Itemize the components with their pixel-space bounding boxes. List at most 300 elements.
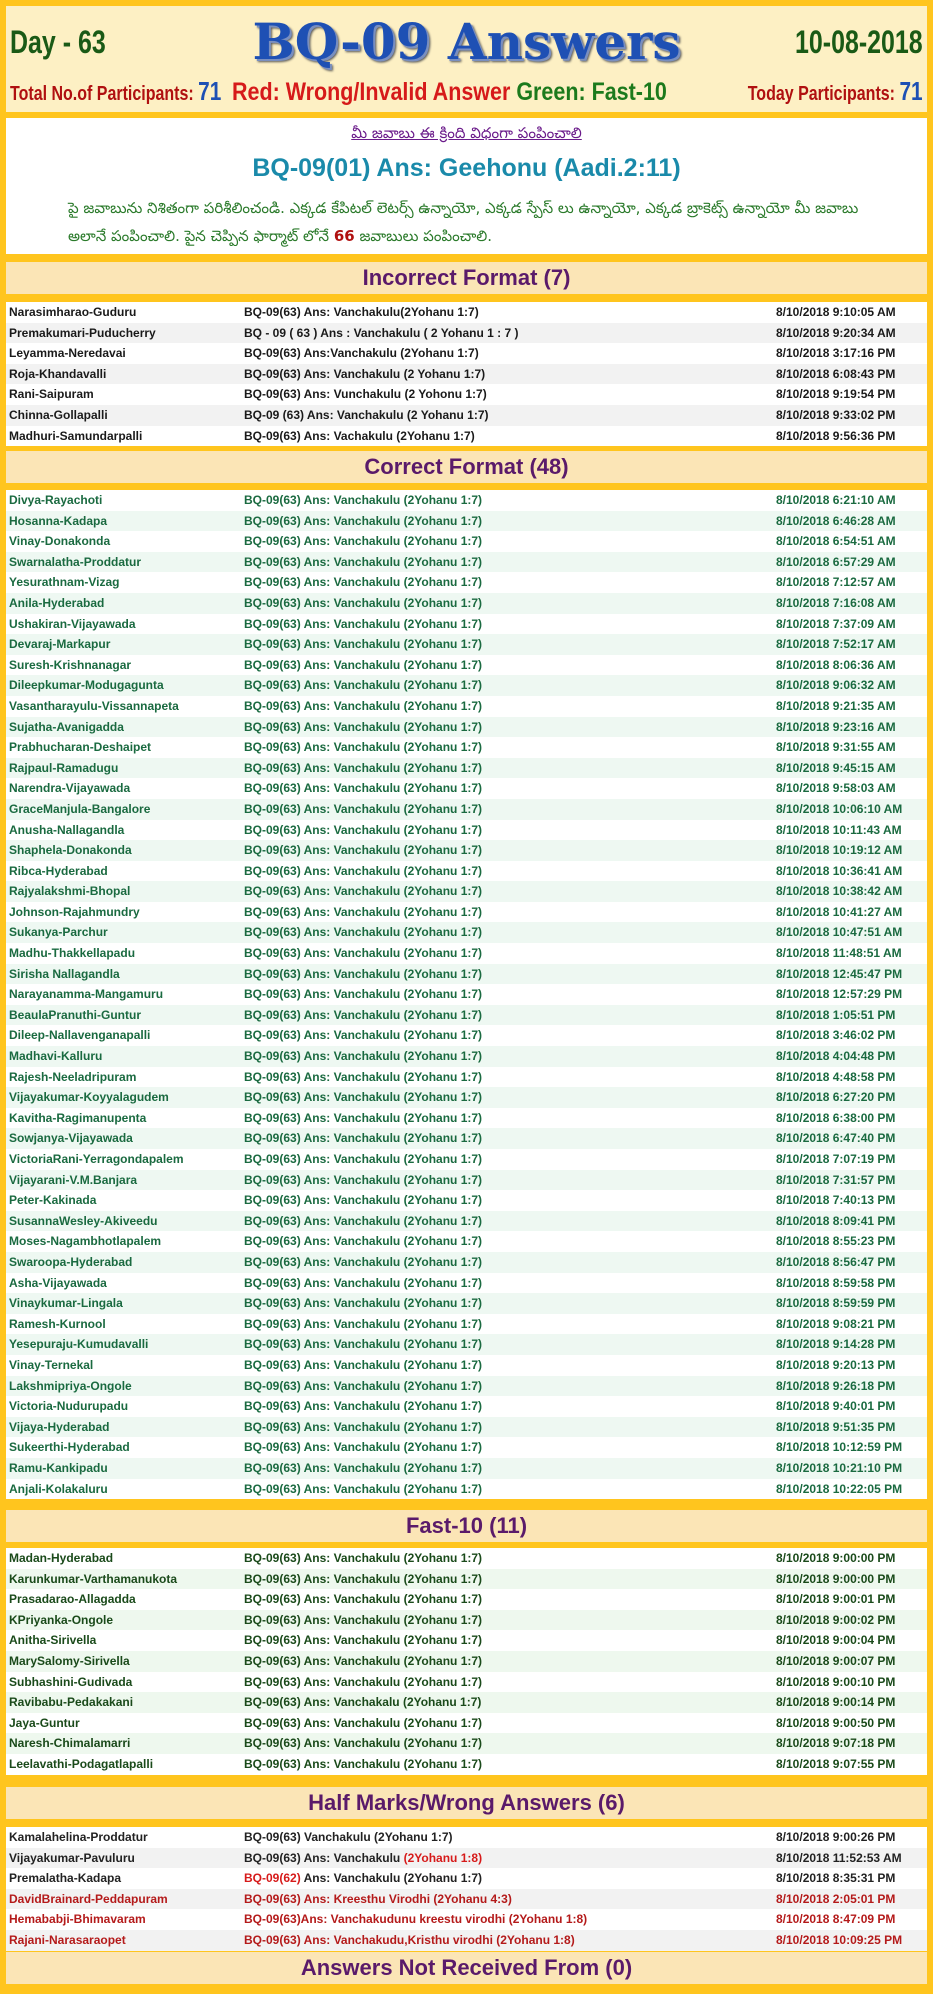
table-row: [6, 902, 927, 923]
participant-answer: BQ-09(63) Ans: Vanchakulu (2Yohanu 1:7): [244, 925, 483, 940]
submission-time: 8/10/2018 9:08:21 PM: [776, 1316, 896, 1331]
participant-answer: BQ-09(63) Ans: Vanchakulu (2Yohanu 1:7): [244, 1028, 483, 1043]
table-row: [6, 384, 927, 405]
submission-time: 8/10/2018 2:05:01 PM: [776, 1891, 896, 1906]
submission-time: 8/10/2018 11:48:51 AM: [776, 946, 902, 961]
submission-time: 8/10/2018 10:12:59 PM: [776, 1440, 903, 1455]
participant-answer: BQ-09(63) Ans: Vanchakulu (2Yohanu 1:7): [244, 534, 483, 549]
submission-time: 8/10/2018 8:59:59 PM: [776, 1296, 896, 1311]
table-row: [6, 820, 927, 841]
instructions-panel: [6, 118, 927, 254]
submission-time: 8/10/2018 8:09:41 PM: [776, 1213, 896, 1228]
participant-name: Vinay-Ternekal: [9, 1357, 94, 1372]
submission-time: 8/10/2018 11:52:53 AM: [776, 1850, 902, 1865]
submission-time: 8/10/2018 6:54:51 AM: [776, 534, 896, 549]
answer-part: BQ-09(62): [244, 1871, 301, 1886]
correct-format-heading: Correct Format (48): [6, 451, 927, 483]
participant-name: Devaraj-Markapur: [9, 637, 111, 652]
table-row: [6, 1754, 927, 1775]
table-row: [6, 1355, 927, 1376]
answer-part: (2Yohanu 1:8): [403, 1850, 483, 1865]
submission-time: 8/10/2018 1:05:51 PM: [776, 1007, 896, 1022]
submission-time: 8/10/2018 8:59:58 PM: [776, 1275, 896, 1290]
participant-name: Narasimharao-Guduru: [9, 305, 137, 319]
participant-name: Moses-Nagambhotlapalem: [9, 1234, 162, 1249]
participant-name: Dileep-Nallavenganapalli: [9, 1028, 151, 1043]
table-row: [6, 1548, 927, 1569]
submission-time: 8/10/2018 9:40:01 PM: [776, 1399, 896, 1414]
table-row: [6, 1396, 927, 1417]
submission-time: 8/10/2018 9:00:00 PM: [776, 1571, 896, 1586]
table-row: [6, 1067, 927, 1088]
submission-time: 8/10/2018 9:21:35 AM: [776, 698, 896, 713]
submission-time: 8/10/2018 9:20:34 AM: [776, 325, 896, 340]
table-row: [6, 572, 927, 593]
participant-answer: BQ-09(63) Ans: Vanchakulu (2Yohanu 1:7): [244, 884, 483, 899]
incorrect-format-list: [6, 302, 927, 446]
participant-answer: BQ-09(63) Ans: Vanchakulu (2Yohanu 1:7): [244, 698, 483, 713]
submission-time: 8/10/2018 9:00:07 PM: [776, 1653, 896, 1668]
submission-time: 8/10/2018 10:38:42 AM: [776, 884, 903, 899]
participant-answer: BQ-09(63) Ans: Vanchakulu(2Yohanu 1:7): [244, 305, 479, 319]
incorrect-format-heading: Incorrect Format (7): [6, 262, 927, 294]
table-row: [6, 1868, 927, 1889]
submission-time: 8/10/2018 9:10:05 AM: [776, 305, 896, 319]
submission-time: 8/10/2018 7:52:17 AM: [776, 637, 896, 652]
participant-answer: BQ-09(63) Ans: Vanchakulu (2Yohanu 1:7): [244, 1592, 483, 1607]
participant-answer: BQ-09(63) Ans: Vanchakulu (2Yohanu 1:7): [244, 740, 483, 755]
submission-time: 8/10/2018 9:26:18 PM: [776, 1378, 896, 1393]
participant-name: Rajesh-Neeladripuram: [9, 1069, 137, 1084]
submission-time: 8/10/2018 9:51:35 PM: [776, 1419, 896, 1434]
participant-name: GraceManjula-Bangalore: [9, 801, 151, 816]
table-row: [6, 984, 927, 1005]
table-row: [6, 1827, 927, 1848]
table-row: [6, 964, 927, 985]
instructions-text-before: పై జవాబును నిశితంగా పరిశీలించండి. ఎక్కడ కేపిటల్ లెటర్స్ ఉన్నాయో, ఎక్కడ స్పేస్ లు ఉన్నాయో, ఎక్కడ బ్రాకెట్స్ ఉన్నాయో మీ జవాబు అలానే పంపించాలి. పైన చెప్పిన ఫార్మాట్ లోనే: [68, 199, 859, 245]
participant-name: Subhashini-Gudivada: [9, 1674, 133, 1689]
instructions-heading: మీ జవాబు ఈ క్రింది విధంగా పంపించాలి: [351, 124, 582, 142]
table-row: [6, 861, 927, 882]
table-row: [6, 1149, 927, 1170]
participant-answer: BQ-09(63) Ans: Vanchakulu (2Yohanu 1:7): [244, 1234, 483, 1249]
table-row: [6, 943, 927, 964]
table-row: [6, 1190, 927, 1211]
submission-time: 8/10/2018 3:17:16 PM: [776, 346, 896, 361]
table-row: [6, 1046, 927, 1067]
participant-answer: BQ-09(63) Ans: Vanchakulu (2Yohanu 1:7): [244, 1275, 483, 1290]
submission-time: 8/10/2018 3:46:02 PM: [776, 1028, 896, 1043]
participant-answer: BQ-09(63) Ans: Vanchakulu (2Yohanu 1:7): [244, 1007, 483, 1022]
submission-time: 8/10/2018 9:00:00 PM: [776, 1551, 896, 1565]
total-participants-value: 71: [198, 76, 222, 106]
participant-answer: BQ-09(63) Ans:Vanchakulu (2Yohanu 1:7): [244, 346, 479, 361]
participant-name: MarySalomy-Sirivella: [9, 1653, 130, 1668]
submission-time: 8/10/2018 9:00:50 PM: [776, 1715, 896, 1730]
participant-name: Kavitha-Ragimanupenta: [9, 1110, 147, 1125]
participant-answer: BQ-09(63) Ans: Vanchakulu (2Yohanu 1:7): [244, 719, 483, 734]
participant-name: Chinna-Gollapalli: [9, 407, 108, 422]
participant-name: Kamalahelina-Proddatur: [9, 1830, 148, 1844]
submission-time: 8/10/2018 10:36:41 AM: [776, 863, 903, 878]
submission-time: 8/10/2018 10:22:05 PM: [776, 1481, 903, 1496]
submission-time: 8/10/2018 10:41:27 AM: [776, 904, 903, 919]
table-row: [6, 1334, 927, 1355]
participant-name: Vinaykumar-Lingala: [9, 1296, 123, 1311]
submission-time: 8/10/2018 10:09:25 PM: [776, 1932, 903, 1947]
submission-time: 8/10/2018 9:00:04 PM: [776, 1633, 896, 1648]
participant-answer: BQ-09(63) Vanchakulu (2Yohanu 1:7): [244, 1830, 453, 1844]
half-marks-list: [6, 1827, 927, 1951]
participant-answer: BQ-09(63) Ans: Vanchakulu (2Yohanu 1:7): [244, 1756, 483, 1771]
submission-time: 8/10/2018 12:57:29 PM: [776, 987, 903, 1002]
submission-time: 8/10/2018 7:16:08 AM: [776, 595, 896, 610]
participant-answer: BQ-09(63) Ans: Vanchakulu (2Yohanu 1:7): [244, 637, 483, 652]
participant-name: Sukanya-Parchur: [9, 925, 108, 940]
half-marks-heading: Half Marks/Wrong Answers (6): [6, 1787, 927, 1819]
participant-answer: BQ-09(63) Ans: Vanchakulu (2Yohanu 1:7): [244, 1653, 483, 1668]
participant-name: Johnson-Rajahmundry: [9, 904, 140, 919]
participant-answer: BQ-09(63) Ans: Vanchakulu (2Yohanu 1:7): [244, 1571, 483, 1586]
table-row: [6, 1231, 927, 1252]
participant-name: Anila-Hyderabad: [9, 595, 105, 610]
participant-answer: BQ-09(63) Ans: Vanchakulu (2Yohanu 1:7): [244, 1049, 483, 1064]
instructions-count: 66: [333, 227, 355, 245]
submission-time: 8/10/2018 12:45:47 PM: [776, 966, 903, 981]
participant-answer: BQ-09(63) Ans: Vachakulu (2Yohanu 1:7): [244, 428, 475, 443]
table-row: [6, 1589, 927, 1610]
participant-answer: BQ-09(63) Ans: Vanchakulu (2Yohanu 1:7): [244, 1193, 483, 1208]
answer-part: BQ-09(63) Ans: Vanchakulu: [244, 1850, 404, 1865]
participant-name: Shaphela-Donakonda: [9, 843, 132, 858]
submission-time: 8/10/2018 9:06:32 AM: [776, 678, 896, 693]
table-row: [6, 511, 927, 532]
submission-time: 8/10/2018 6:27:20 PM: [776, 1090, 896, 1105]
participant-name: Lakshmipriya-Ongole: [9, 1378, 132, 1393]
participant-name: Vijayakumar-Pavuluru: [9, 1850, 135, 1865]
legend-green: Green: Fast-10: [516, 78, 667, 106]
submission-time: 8/10/2018 8:55:23 PM: [776, 1234, 896, 1249]
participant-answer: BQ-09(63) Ans: Vanchakulu (2Yohanu 1:7): [244, 1254, 483, 1269]
participant-name: SusannaWesley-Akiveedu: [9, 1213, 158, 1228]
table-row: [6, 426, 927, 447]
participant-name: Victoria-Nudurupadu: [9, 1399, 129, 1414]
participant-answer: BQ-09(63) Ans: Vanchakulu (2Yohanu 1:7): [244, 1131, 483, 1146]
participant-name: Vinay-Donakonda: [9, 534, 111, 549]
participant-name: Leelavathi-Podagatlapalli: [9, 1756, 154, 1771]
submission-time: 8/10/2018 8:56:47 PM: [776, 1254, 896, 1269]
participant-name: Yesurathnam-Vizag: [9, 575, 120, 590]
submission-time: 8/10/2018 8:06:36 AM: [776, 657, 896, 672]
header-banner: [6, 6, 927, 112]
participant-answer: BQ-09(63) Ans: Vanchakulu (2Yohanu 1:7): [244, 513, 483, 528]
table-row: [6, 1376, 927, 1397]
not-received-heading: Answers Not Received From (0): [6, 1952, 927, 1984]
participant-answer: BQ-09(63) Ans: Vanchakalu (2Yohanu 1:7): [244, 1695, 482, 1710]
table-row: [6, 1651, 927, 1672]
participant-answer: BQ-09(63) Ans: Vanchakulu (2Yohanu 1:7): [244, 843, 483, 858]
participant-name: Anjali-Kolakaluru: [9, 1481, 108, 1496]
table-row: [6, 1713, 927, 1734]
participant-answer: BQ-09(63) Ans: Vanchakulu (2Yohanu 1:7): [244, 1633, 483, 1648]
submission-time: 8/10/2018 6:46:28 AM: [776, 513, 896, 528]
submission-time: 8/10/2018 9:00:10 PM: [776, 1674, 896, 1689]
table-row: [6, 717, 927, 738]
today-participants-label: Today Participants:: [748, 83, 896, 105]
participant-answer: BQ-09(63) Ans: Vanchakulu (2Yohanu 1:7): [244, 863, 483, 878]
participant-name: VictoriaRani-Yerragondapalem: [9, 1152, 184, 1166]
submission-time: 8/10/2018 4:48:58 PM: [776, 1069, 896, 1084]
participant-name: Rajyalakshmi-Bhopal: [9, 884, 131, 899]
table-row: [6, 1128, 927, 1149]
participant-name: Madhu-Thakkellapadu: [9, 946, 136, 961]
table-row: [6, 675, 927, 696]
submission-time: 8/10/2018 9:07:18 PM: [776, 1736, 896, 1751]
submission-time: 8/10/2018 6:38:00 PM: [776, 1110, 896, 1125]
participant-name: Madhuri-Samundarpalli: [9, 428, 143, 443]
submission-time: 8/10/2018 9:23:16 AM: [776, 719, 896, 734]
participant-answer: BQ-09(63) Ans: Vanchakulu (2Yohanu 1:7): [244, 1378, 483, 1393]
participant-answer: BQ-09(63) Ans: Vanchakulu (2Yohanu 1:7): [244, 1316, 483, 1331]
legend: [232, 78, 667, 107]
table-row: [6, 1630, 927, 1651]
participant-name: Madan-Hyderabad: [9, 1551, 114, 1565]
table-row: [6, 1437, 927, 1458]
participant-answer: BQ-09(63) Ans: Vanchakulu (2Yohanu 1:7): [244, 1419, 483, 1434]
participant-answer: BQ-09(63) Ans: Vanchakulu (2Yohanu 1:7): [244, 1172, 483, 1187]
table-row: [6, 1610, 927, 1631]
participant-name: Ravibabu-Pedakakani: [9, 1695, 134, 1710]
participant-name: Vasantharayulu-Vissannapeta: [9, 698, 179, 713]
participant-answer: BQ-09(63) Ans: Vanchakulu (2Yohanu 1:7): [244, 1069, 483, 1084]
participant-answer: BQ-09(63) Ans: Vanchakulu (2Yohanu 1:7): [244, 760, 483, 775]
participant-answer: [244, 1851, 482, 1865]
participant-name: Madhavi-Kalluru: [9, 1049, 103, 1064]
submission-time: 8/10/2018 8:47:09 PM: [776, 1912, 896, 1927]
submission-time: 8/10/2018 9:00:02 PM: [776, 1612, 896, 1627]
table-row: [6, 1672, 927, 1693]
table-row: [6, 323, 927, 344]
participant-answer: BQ-09(63) Ans: Vanchakulu (2 Yohanu 1:7): [244, 366, 486, 381]
submission-time: 8/10/2018 10:19:12 AM: [776, 843, 903, 858]
total-participants: [10, 76, 221, 107]
table-row: [6, 778, 927, 799]
participant-name: Sowjanya-Vijayawada: [9, 1131, 133, 1146]
participant-name: Rajpaul-Ramadugu: [9, 760, 119, 775]
table-row: [6, 737, 927, 758]
table-row: [6, 1170, 927, 1191]
table-row: [6, 552, 927, 573]
answer-part: Ans: Vanchakulu (2Yohanu 1:7): [300, 1871, 483, 1886]
participant-name: Leyamma-Neredavai: [9, 346, 126, 361]
table-row: [6, 1005, 927, 1026]
table-row: [6, 758, 927, 779]
participant-answer: BQ-09(63) Ans: Vanchakulu (2Yohanu 1:7): [244, 1213, 483, 1228]
table-row: [6, 1909, 927, 1930]
participant-answer: BQ-09(63) Ans: Vanchakulu (2Yohanu 1:7): [244, 1110, 483, 1125]
participant-name: Ushakiran-Vijayawada: [9, 616, 136, 631]
participant-name: Prabhucharan-Deshaipet: [9, 740, 152, 755]
table-row: [6, 302, 927, 323]
submission-time: 8/10/2018 9:56:36 PM: [776, 428, 896, 443]
participant-name: Suresh-Krishnanagar: [9, 657, 132, 672]
participant-answer: BQ-09(63) Ans: Vanchakulu (2Yohanu 1:7): [244, 904, 483, 919]
participant-name: Karunkumar-Varthamanukota: [9, 1571, 178, 1586]
table-row: [6, 1458, 927, 1479]
participant-answer: BQ-09(63) Ans: Vanchakulu (2Yohanu 1:7): [244, 1090, 483, 1105]
participant-answer: BQ-09(63) Ans: Vanchakulu (2Yohanu 1:7): [244, 966, 483, 981]
submission-time: 8/10/2018 10:47:51 AM: [776, 925, 903, 940]
table-row: [6, 1569, 927, 1590]
participant-answer: BQ-09(63) Ans: Vunchakulu (2 Yohonu 1:7): [244, 387, 487, 402]
participant-name: Divya-Rayachoti: [9, 493, 103, 507]
participant-answer: BQ-09(63) Ans: Vanchakulu (2Yohanu 1:7): [244, 1152, 483, 1166]
submission-time: 8/10/2018 7:07:19 PM: [776, 1152, 896, 1166]
table-row: [6, 840, 927, 861]
participant-answer: BQ-09 (63) Ans: Vanchakulu (2 Yohanu 1:7): [244, 407, 489, 422]
participant-answer: BQ-09(63) Ans: Vanchakudu,Kristhu virodhi (2Yohanu 1:8): [244, 1932, 575, 1947]
participant-name: Vijaya-Hyderabad: [9, 1419, 110, 1434]
participant-answer: BQ-09(63) Ans: Vanchakulu (2Yohanu 1:7): [244, 1674, 483, 1689]
table-row: [6, 593, 927, 614]
submission-time: 8/10/2018 7:37:09 AM: [776, 616, 896, 631]
participant-name: Ramu-Kankipadu: [9, 1460, 108, 1475]
submission-time: 8/10/2018 9:00:26 PM: [776, 1830, 896, 1844]
participant-name: Jaya-Guntur: [9, 1715, 80, 1730]
table-row: [6, 922, 927, 943]
participant-answer: BQ-09(63) Ans: Vanchakulu (2Yohanu 1:7): [244, 1612, 483, 1627]
submission-time: 8/10/2018 6:47:40 PM: [776, 1131, 896, 1146]
participant-answer: BQ-09(63) Ans: Vanchakulu (2Yohanu 1:7): [244, 657, 483, 672]
submission-time: 8/10/2018 10:11:43 AM: [776, 822, 902, 837]
participant-answer: BQ-09(63) Ans: Vanchakulu (2Yohanu 1:7): [244, 822, 483, 837]
table-row: [6, 343, 927, 364]
participant-answer: BQ-09(63) Ans: Vanchakulu (2Yohanu 1:7): [244, 1357, 483, 1372]
table-row: [6, 405, 927, 426]
table-row: [6, 1087, 927, 1108]
participant-answer: BQ-09(63) Ans: Vanchakulu (2Yohanu 1:7): [244, 1296, 483, 1311]
day-label: Day - 63: [10, 24, 106, 60]
participant-name: Ribca-Hyderabad: [9, 863, 108, 878]
participant-name: Sujatha-Avanigadda: [9, 719, 124, 734]
participant-answer: BQ-09(63) Ans: Vanchakulu (2Yohanu 1:7): [244, 1551, 483, 1565]
participant-name: Anitha-Sirivella: [9, 1633, 97, 1648]
participant-answer: BQ-09(63) Ans: Vanchakulu (2Yohanu 1:7): [244, 1481, 483, 1496]
participant-answer: BQ-09(63) Ans: Vanchakulu (2Yohanu 1:7): [244, 1337, 483, 1352]
table-row: [6, 1108, 927, 1129]
table-row: [6, 490, 927, 511]
table-row: [6, 1479, 927, 1500]
table-row: [6, 1211, 927, 1232]
participant-answer: BQ-09(63) Ans: Vanchakulu (2Yohanu 1:7): [244, 1460, 483, 1475]
participant-name: Hosanna-Kadapa: [9, 513, 108, 528]
participant-answer: BQ-09(63) Ans: Kreesthu Virodhi (2Yohanu 4:3): [244, 1891, 512, 1906]
participant-answer: [244, 1871, 482, 1885]
table-row: [6, 1025, 927, 1046]
page-title: BQ-09 Answers: [252, 12, 681, 71]
participant-name: Rajani-Narasaraopet: [9, 1932, 126, 1947]
participant-name: Rani-Saipuram: [9, 387, 94, 402]
participant-name: Hemababji-Bhimavaram: [9, 1912, 146, 1927]
submission-time: 8/10/2018 7:31:57 PM: [776, 1172, 896, 1187]
legend-red: Red: Wrong/Invalid Answer: [232, 78, 511, 106]
participant-answer: BQ-09(63) Ans: Vanchakulu (2Yohanu 1:7): [244, 554, 483, 569]
participant-name: Roja-Khandavalli: [9, 366, 107, 381]
participant-answer: BQ-09(63) Ans: Vanchakulu (2Yohanu 1:7): [244, 1736, 483, 1751]
participant-answer: BQ-09(63) Ans: Vanchakulu (2Yohanu 1:7): [244, 616, 483, 631]
fast-10-heading: Fast-10 (11): [6, 1510, 927, 1542]
participant-answer: BQ-09(63) Ans: Vanchakulu (2Yohanu 1:7): [244, 575, 483, 590]
participant-name: Narendra-Vijayawada: [9, 781, 131, 796]
participant-answer: BQ-09(63) Ans: Vanchakulu (2Yohanu 1:7): [244, 595, 483, 610]
submission-time: 8/10/2018 9:19:54 PM: [776, 387, 896, 402]
participant-name: Ramesh-Kurnool: [9, 1316, 106, 1331]
participant-answer: BQ-09(63) Ans: Vanchakulu (2Yohanu 1:7): [244, 1399, 483, 1414]
submission-time: 8/10/2018 9:14:28 PM: [776, 1337, 896, 1352]
participant-name: Sirisha Nallagandla: [9, 966, 120, 981]
correct-format-list: [6, 490, 927, 1499]
table-row: [6, 614, 927, 635]
submission-time: 8/10/2018 9:00:01 PM: [776, 1592, 896, 1607]
submission-time: 8/10/2018 6:57:29 AM: [776, 554, 896, 569]
fast-10-list: [6, 1548, 927, 1775]
participant-answer: BQ-09(63) Ans: Vanchakulu (2Yohanu 1:7): [244, 801, 483, 816]
participant-name: Narayanamma-Mangamuru: [9, 987, 164, 1002]
participant-name: Peter-Kakinada: [9, 1193, 97, 1208]
participant-name: Naresh-Chimalamarri: [9, 1736, 131, 1751]
participant-answer: BQ-09(63)Ans: Vanchakudunu kreestu virodhi (2Yohanu 1:8): [244, 1912, 588, 1927]
participant-name: KPriyanka-Ongole: [9, 1612, 114, 1627]
participant-name: BeaulaPranuthi-Guntur: [9, 1007, 142, 1022]
table-row: [6, 1930, 927, 1951]
submission-time: 8/10/2018 9:58:03 AM: [776, 781, 896, 796]
table-row: [6, 655, 927, 676]
instructions-text: [68, 194, 898, 250]
date-label: 10-08-2018: [795, 24, 923, 60]
participant-answer: BQ-09(63) Ans: Vanchakulu (2Yohanu 1:7): [244, 987, 483, 1002]
table-row: [6, 364, 927, 385]
table-row: [6, 634, 927, 655]
participant-name: Vijayarani-V.M.Banjara: [9, 1172, 138, 1187]
submission-time: 8/10/2018 4:04:48 PM: [776, 1049, 896, 1064]
participant-name: Yesepuraju-Kumudavalli: [9, 1337, 149, 1352]
submission-time: 8/10/2018 6:21:10 AM: [776, 493, 896, 507]
participant-name: Sukeerthi-Hyderabad: [9, 1440, 130, 1455]
instructions-text-after: జవాబులు పంపించాలి.: [359, 227, 493, 245]
table-row: [6, 881, 927, 902]
table-row: [6, 1848, 927, 1869]
participant-name: Asha-Vijayawada: [9, 1275, 107, 1290]
table-row: [6, 1733, 927, 1754]
participant-answer: BQ-09(63) Ans: Vanchakulu (2Yohanu 1:7): [244, 493, 483, 507]
submission-time: 8/10/2018 9:31:55 AM: [776, 740, 896, 755]
submission-time: 8/10/2018 6:08:43 PM: [776, 366, 896, 381]
participant-name: DavidBrainard-Peddapuram: [9, 1891, 168, 1906]
table-row: [6, 531, 927, 552]
today-participants-value: 71: [899, 76, 923, 106]
submission-time: 8/10/2018 10:21:10 PM: [776, 1460, 903, 1475]
sample-answer: BQ-09(01) Ans: Geehonu (Aadi.2:11): [252, 154, 681, 182]
table-row: [6, 1692, 927, 1713]
participant-answer: BQ-09(63) Ans: Vanchakulu (2Yohanu 1:7): [244, 781, 483, 796]
total-participants-label: Total No.of Participants:: [10, 83, 194, 105]
participant-answer: BQ - 09 ( 63 ) Ans : Vanchakulu ( 2 Yohanu 1 : 7 ): [244, 325, 519, 340]
participant-answer: BQ-09(63) Ans: Vanchakulu (2Yohanu 1:7): [244, 946, 483, 961]
participant-answer: BQ-09(63) Ans: Vanchakulu (2Yohanu 1:7): [244, 678, 483, 693]
participant-name: Anusha-Nallagandla: [9, 822, 125, 837]
submission-time: 8/10/2018 7:40:13 PM: [776, 1193, 896, 1208]
participant-name: Vijayakumar-Koyyalagudem: [9, 1090, 169, 1105]
